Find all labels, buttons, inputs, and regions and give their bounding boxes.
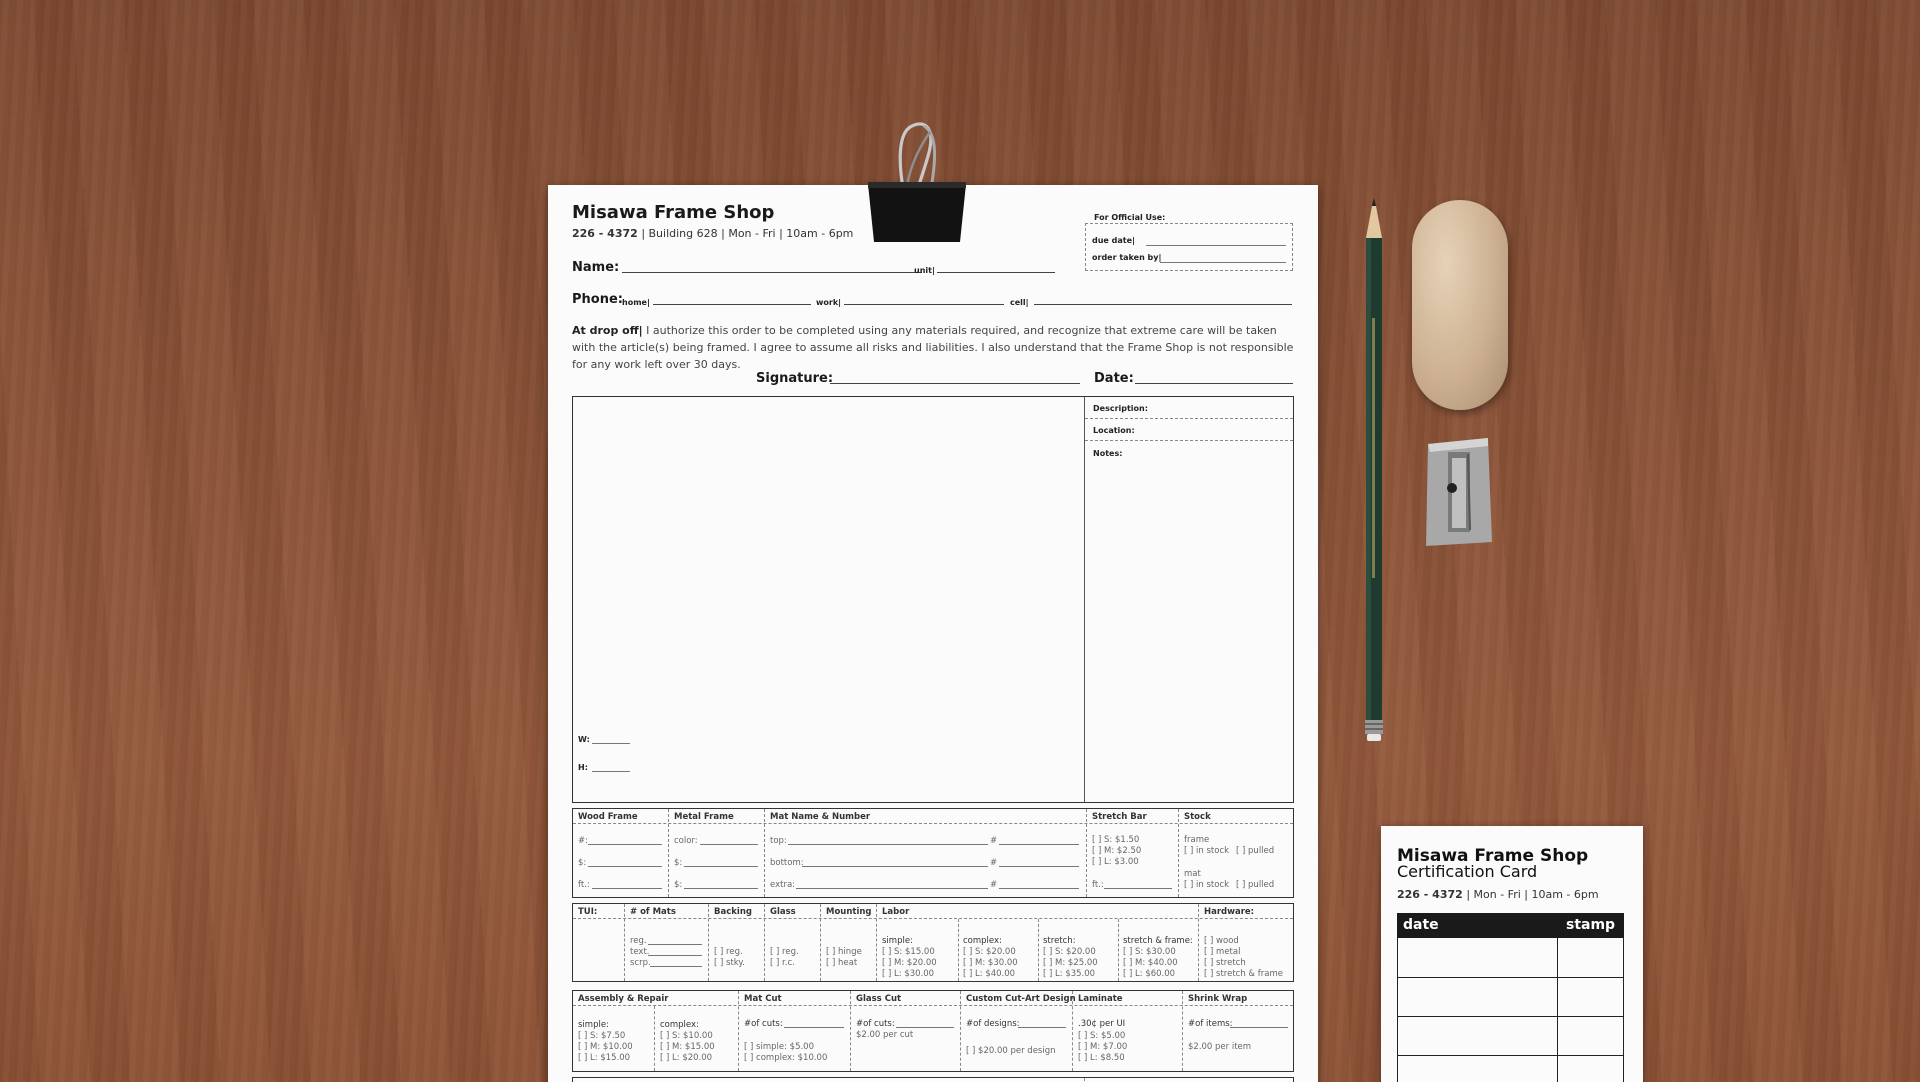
- section3-header-rule: [573, 1005, 1293, 1006]
- description-label: Description:: [1093, 404, 1148, 413]
- laminate-title: Laminate: [1078, 994, 1123, 1004]
- laminate-m[interactable]: [ ] M: $7.00: [1078, 1042, 1128, 1052]
- assembly-complex-s[interactable]: [ ] S: $10.00: [660, 1031, 713, 1041]
- mounting-hinge[interactable]: [ ] hinge: [826, 947, 862, 957]
- labor-stretch-m[interactable]: [ ] M: $25.00: [1043, 958, 1098, 968]
- glass-rc[interactable]: [ ] r.c.: [770, 958, 795, 968]
- stock-frame: frame: [1184, 835, 1210, 845]
- wood-price-field[interactable]: [588, 866, 662, 867]
- mat-top-field[interactable]: [788, 844, 988, 845]
- dropoff-agreement: [572, 322, 1298, 373]
- mat-bottom: bottom:: [770, 858, 804, 868]
- backing-reg[interactable]: [ ] reg.: [714, 947, 743, 957]
- col-divider: [654, 1006, 655, 1071]
- sharpener-icon: [1422, 438, 1494, 546]
- glass-cut-count: #of cuts:: [856, 1019, 895, 1029]
- wood-number-field[interactable]: [588, 844, 662, 845]
- card-col-date: date: [1403, 917, 1439, 933]
- work-phone-field[interactable]: [844, 304, 1004, 305]
- labor-simple-s[interactable]: [ ] S: $15.00: [882, 947, 935, 957]
- card-col-stamp: stamp: [1566, 917, 1616, 933]
- wood-frame-title: Wood Frame: [578, 812, 638, 822]
- mat-cut-title: Mat Cut: [744, 994, 782, 1004]
- metal-price2-field[interactable]: [684, 888, 758, 889]
- work-label: work|: [816, 298, 842, 307]
- height-label: H:: [578, 763, 588, 772]
- col-divider: [1118, 919, 1119, 981]
- signature-label: Signature:: [756, 371, 834, 386]
- card-row[interactable]: [1397, 1016, 1624, 1017]
- labor-simple: simple:: [882, 936, 913, 946]
- col-divider: [738, 991, 739, 1071]
- assembly-complex: complex:: [660, 1020, 699, 1030]
- section1-header-rule: [573, 823, 1293, 824]
- cell-phone-field[interactable]: [1034, 304, 1292, 305]
- mat-top-num[interactable]: [999, 844, 1079, 845]
- labor-stretch-frame: stretch & frame:: [1123, 936, 1193, 946]
- card-row[interactable]: [1397, 977, 1624, 978]
- labor-complex-m[interactable]: [ ] M: $30.00: [963, 958, 1018, 968]
- backing-stky[interactable]: [ ] stky.: [714, 958, 745, 968]
- shrink-wrap-field[interactable]: [1230, 1027, 1288, 1028]
- assembly-simple: simple:: [578, 1020, 609, 1030]
- official-use-box: [1085, 223, 1293, 271]
- custom-design-field[interactable]: [1018, 1027, 1066, 1028]
- mats-reg-field[interactable]: [648, 944, 702, 945]
- home-label: home|: [622, 298, 650, 307]
- glass-reg[interactable]: [ ] reg.: [770, 947, 799, 957]
- labor-simple-l[interactable]: [ ] L: $30.00: [882, 969, 935, 979]
- mat-bottom-hash: #: [990, 858, 998, 868]
- mounting-heat[interactable]: [ ] heat: [826, 958, 858, 968]
- mat-top: top:: [770, 836, 787, 846]
- stretch-bar-l[interactable]: [ ] L: $3.00: [1092, 857, 1139, 867]
- assembly-simple-m[interactable]: [ ] M: $10.00: [578, 1042, 633, 1052]
- labor-stretch: stretch:: [1043, 936, 1076, 946]
- assembly-complex-l[interactable]: [ ] L: $20.00: [660, 1053, 713, 1063]
- laminate-l[interactable]: [ ] L: $8.50: [1078, 1053, 1125, 1063]
- stock-mat-pulled[interactable]: [ ] pulled: [1236, 880, 1275, 890]
- wood-frame-ft: ft.:: [578, 880, 590, 890]
- height-field[interactable]: [592, 771, 630, 772]
- shop-hours: | Building 628 | Mon - Fri | 10am - 6pm: [641, 227, 854, 240]
- stretch-bar-ft-field[interactable]: [1104, 888, 1172, 889]
- col-divider: [1084, 1078, 1085, 1082]
- stretch-bar-m[interactable]: [ ] M: $2.50: [1092, 846, 1142, 856]
- dropoff-lead: At drop off|: [572, 324, 643, 337]
- stock-mat: mat: [1184, 869, 1201, 879]
- metal-price-2: $:: [674, 880, 683, 890]
- mounting-title: Mounting: [826, 907, 872, 917]
- shrink-wrap-price: $2.00 per item: [1188, 1042, 1252, 1052]
- stretch-bar-ft: ft.:: [1092, 880, 1104, 890]
- card-phone: 226 - 4372: [1397, 888, 1463, 901]
- hardware-wood[interactable]: [ ] wood: [1204, 936, 1239, 946]
- pencil-icon: [1358, 198, 1390, 743]
- mat-cut-count: #of cuts:: [744, 1019, 783, 1029]
- due-date-field[interactable]: [1146, 245, 1286, 246]
- wood-ft-field[interactable]: [592, 888, 662, 889]
- location-rule: [1085, 440, 1293, 441]
- sketch-divider: [1084, 397, 1085, 802]
- order-form-sheet: [548, 185, 1318, 1082]
- col-divider: [1178, 809, 1179, 897]
- name-label: Name:: [572, 260, 620, 275]
- card-shop-name: Misawa Frame Shop: [1397, 846, 1589, 866]
- width-field[interactable]: [592, 743, 630, 744]
- backing-title: Backing: [714, 907, 752, 917]
- labor-complex-s[interactable]: [ ] S: $20.00: [963, 947, 1016, 957]
- col-divider: [960, 991, 961, 1071]
- stock-title: Stock: [1184, 812, 1211, 822]
- mat-cut-simple[interactable]: [ ] simple: $5.00: [744, 1042, 814, 1052]
- glass-cut-title: Glass Cut: [856, 994, 902, 1004]
- card-hours: | Mon - Fri | 10am - 6pm: [1466, 888, 1599, 901]
- shop-info: [572, 227, 853, 240]
- labor-title: Labor: [882, 907, 910, 917]
- signature-field[interactable]: [830, 383, 1080, 384]
- mat-top-hash: #: [990, 836, 998, 846]
- due-date-label: due date|: [1092, 236, 1135, 245]
- glass-cut-field[interactable]: [896, 1027, 954, 1028]
- col-divider: [876, 904, 877, 981]
- labor-complex: complex:: [963, 936, 1002, 946]
- width-label: W:: [578, 735, 590, 744]
- custom-design-title: Custom Cut-Art Design: [966, 994, 1076, 1004]
- col-divider: [1182, 991, 1183, 1071]
- cell-label: cell|: [1010, 298, 1029, 307]
- glass-cut-price: $2.00 per cut: [856, 1030, 914, 1040]
- sketch-area[interactable]: [572, 396, 1294, 803]
- assembly-complex-m[interactable]: [ ] M: $15.00: [660, 1042, 715, 1052]
- card-col-divider: [1557, 938, 1558, 1082]
- location-label: Location:: [1093, 426, 1135, 435]
- labor-simple-m[interactable]: [ ] M: $20.00: [882, 958, 937, 968]
- labor-complex-l[interactable]: [ ] L: $40.00: [963, 969, 1016, 979]
- unit-label: unit|: [914, 266, 935, 275]
- laminate-per: .30¢ per UI: [1078, 1019, 1126, 1029]
- mat-cut-complex[interactable]: [ ] complex: $10.00: [744, 1053, 828, 1063]
- col-divider: [958, 919, 959, 981]
- eraser-icon: [1412, 200, 1508, 410]
- labor-stretch-l[interactable]: [ ] L: $35.00: [1043, 969, 1096, 979]
- date-field[interactable]: [1135, 383, 1293, 384]
- col-divider: [850, 991, 851, 1071]
- description-rule: [1085, 418, 1293, 419]
- metal-color: color:: [674, 836, 698, 846]
- dropoff-text: I authorize this order to be completed using any materials required, and recognize that extreme care will be taken with the article(s) being framed. I agree to assume all risks and liabilities. I also understand that the Frame Shop is not responsible for any work left over 30 days.: [572, 324, 1294, 371]
- col-divider: [708, 904, 709, 981]
- shrink-wrap-count: #of items:: [1188, 1019, 1233, 1029]
- col-divider: [1086, 809, 1087, 897]
- num-mats-title: # of Mats: [630, 907, 676, 917]
- laminate-s[interactable]: [ ] S: $5.00: [1078, 1031, 1126, 1041]
- wood-frame-price: $:: [578, 858, 587, 868]
- hardware-metal[interactable]: [ ] metal: [1204, 947, 1241, 957]
- wood-frame-number: #:: [578, 836, 588, 846]
- assembly-simple-s[interactable]: [ ] S: $7.50: [578, 1031, 626, 1041]
- labor-sf-m[interactable]: [ ] M: $40.00: [1123, 958, 1178, 968]
- mats-scrp-field[interactable]: [650, 966, 702, 967]
- assembly-simple-l[interactable]: [ ] L: $15.00: [578, 1053, 631, 1063]
- labor-sf-l[interactable]: [ ] L: $60.00: [1123, 969, 1176, 979]
- order-taken-label: order taken by|: [1092, 253, 1162, 262]
- metal-price: $:: [674, 858, 683, 868]
- section2-header-rule: [573, 918, 1293, 919]
- mat-bottom-field[interactable]: [802, 866, 988, 867]
- home-phone-field[interactable]: [653, 304, 811, 305]
- col-divider: [820, 904, 821, 981]
- stock-frame-pulled[interactable]: [ ] pulled: [1236, 846, 1275, 856]
- mats-text-field[interactable]: [648, 955, 702, 956]
- stretch-bar-title: Stretch Bar: [1092, 812, 1147, 822]
- card-subtitle: Certification Card: [1397, 862, 1538, 881]
- assembly-title: Assembly & Repair: [578, 994, 669, 1004]
- order-taken-field[interactable]: [1160, 262, 1286, 263]
- shrink-wrap-title: Shrink Wrap: [1188, 994, 1248, 1004]
- mat-bottom-num[interactable]: [999, 866, 1079, 867]
- mat-extra-hash: #: [990, 880, 998, 890]
- unit-field[interactable]: [937, 272, 1055, 273]
- col-divider: [668, 809, 669, 897]
- labor-sf-s[interactable]: [ ] S: $30.00: [1123, 947, 1176, 957]
- col-divider: [1198, 904, 1199, 981]
- glass-title: Glass: [770, 907, 796, 917]
- stock-frame-in[interactable]: [ ] in stock: [1184, 846, 1230, 856]
- mat-extra-num[interactable]: [999, 888, 1079, 889]
- hardware-stretch-frame[interactable]: [ ] stretch & frame: [1204, 969, 1283, 979]
- stock-mat-in[interactable]: [ ] in stock: [1184, 880, 1230, 890]
- col-divider: [764, 904, 765, 981]
- mat-extra-field[interactable]: [796, 888, 988, 889]
- custom-design-count: #of designs:: [966, 1019, 1020, 1029]
- labor-stretch-s[interactable]: [ ] S: $20.00: [1043, 947, 1096, 957]
- certification-card: [1381, 826, 1643, 1082]
- col-divider: [1038, 919, 1039, 981]
- card-info: [1397, 888, 1599, 901]
- name-field[interactable]: [622, 272, 922, 273]
- official-use-title: For Official Use:: [1094, 213, 1166, 222]
- hardware-stretch[interactable]: [ ] stretch: [1204, 958, 1246, 968]
- col-divider: [764, 809, 765, 897]
- mat-title: Mat Name & Number: [770, 812, 871, 822]
- card-row[interactable]: [1397, 1055, 1624, 1056]
- date-label: Date:: [1094, 371, 1134, 386]
- hardware-title: Hardware:: [1204, 907, 1255, 917]
- mats-scrp: scrp.: [630, 958, 651, 968]
- bottom-section: [572, 1077, 1294, 1082]
- metal-color-field[interactable]: [700, 844, 758, 845]
- metal-frame-title: Metal Frame: [674, 812, 734, 822]
- mats-text: text.: [630, 947, 650, 957]
- card-stamp-table: [1397, 938, 1624, 1082]
- notes-label: Notes:: [1093, 449, 1123, 458]
- shop-name: Misawa Frame Shop: [572, 202, 775, 223]
- phone-label: Phone:: [572, 292, 623, 307]
- col-divider: [624, 904, 625, 981]
- tui-label: TUI:: [578, 907, 598, 917]
- mats-reg: reg.: [630, 936, 647, 946]
- stretch-bar-s[interactable]: [ ] S: $1.50: [1092, 835, 1140, 845]
- mat-cut-field[interactable]: [784, 1027, 844, 1028]
- shop-phone: 226 - 4372: [572, 227, 638, 240]
- metal-price-field[interactable]: [684, 866, 758, 867]
- mat-extra: extra:: [770, 880, 796, 890]
- binder-clip-icon: [868, 122, 966, 242]
- custom-design-price[interactable]: [ ] $20.00 per design: [966, 1046, 1056, 1056]
